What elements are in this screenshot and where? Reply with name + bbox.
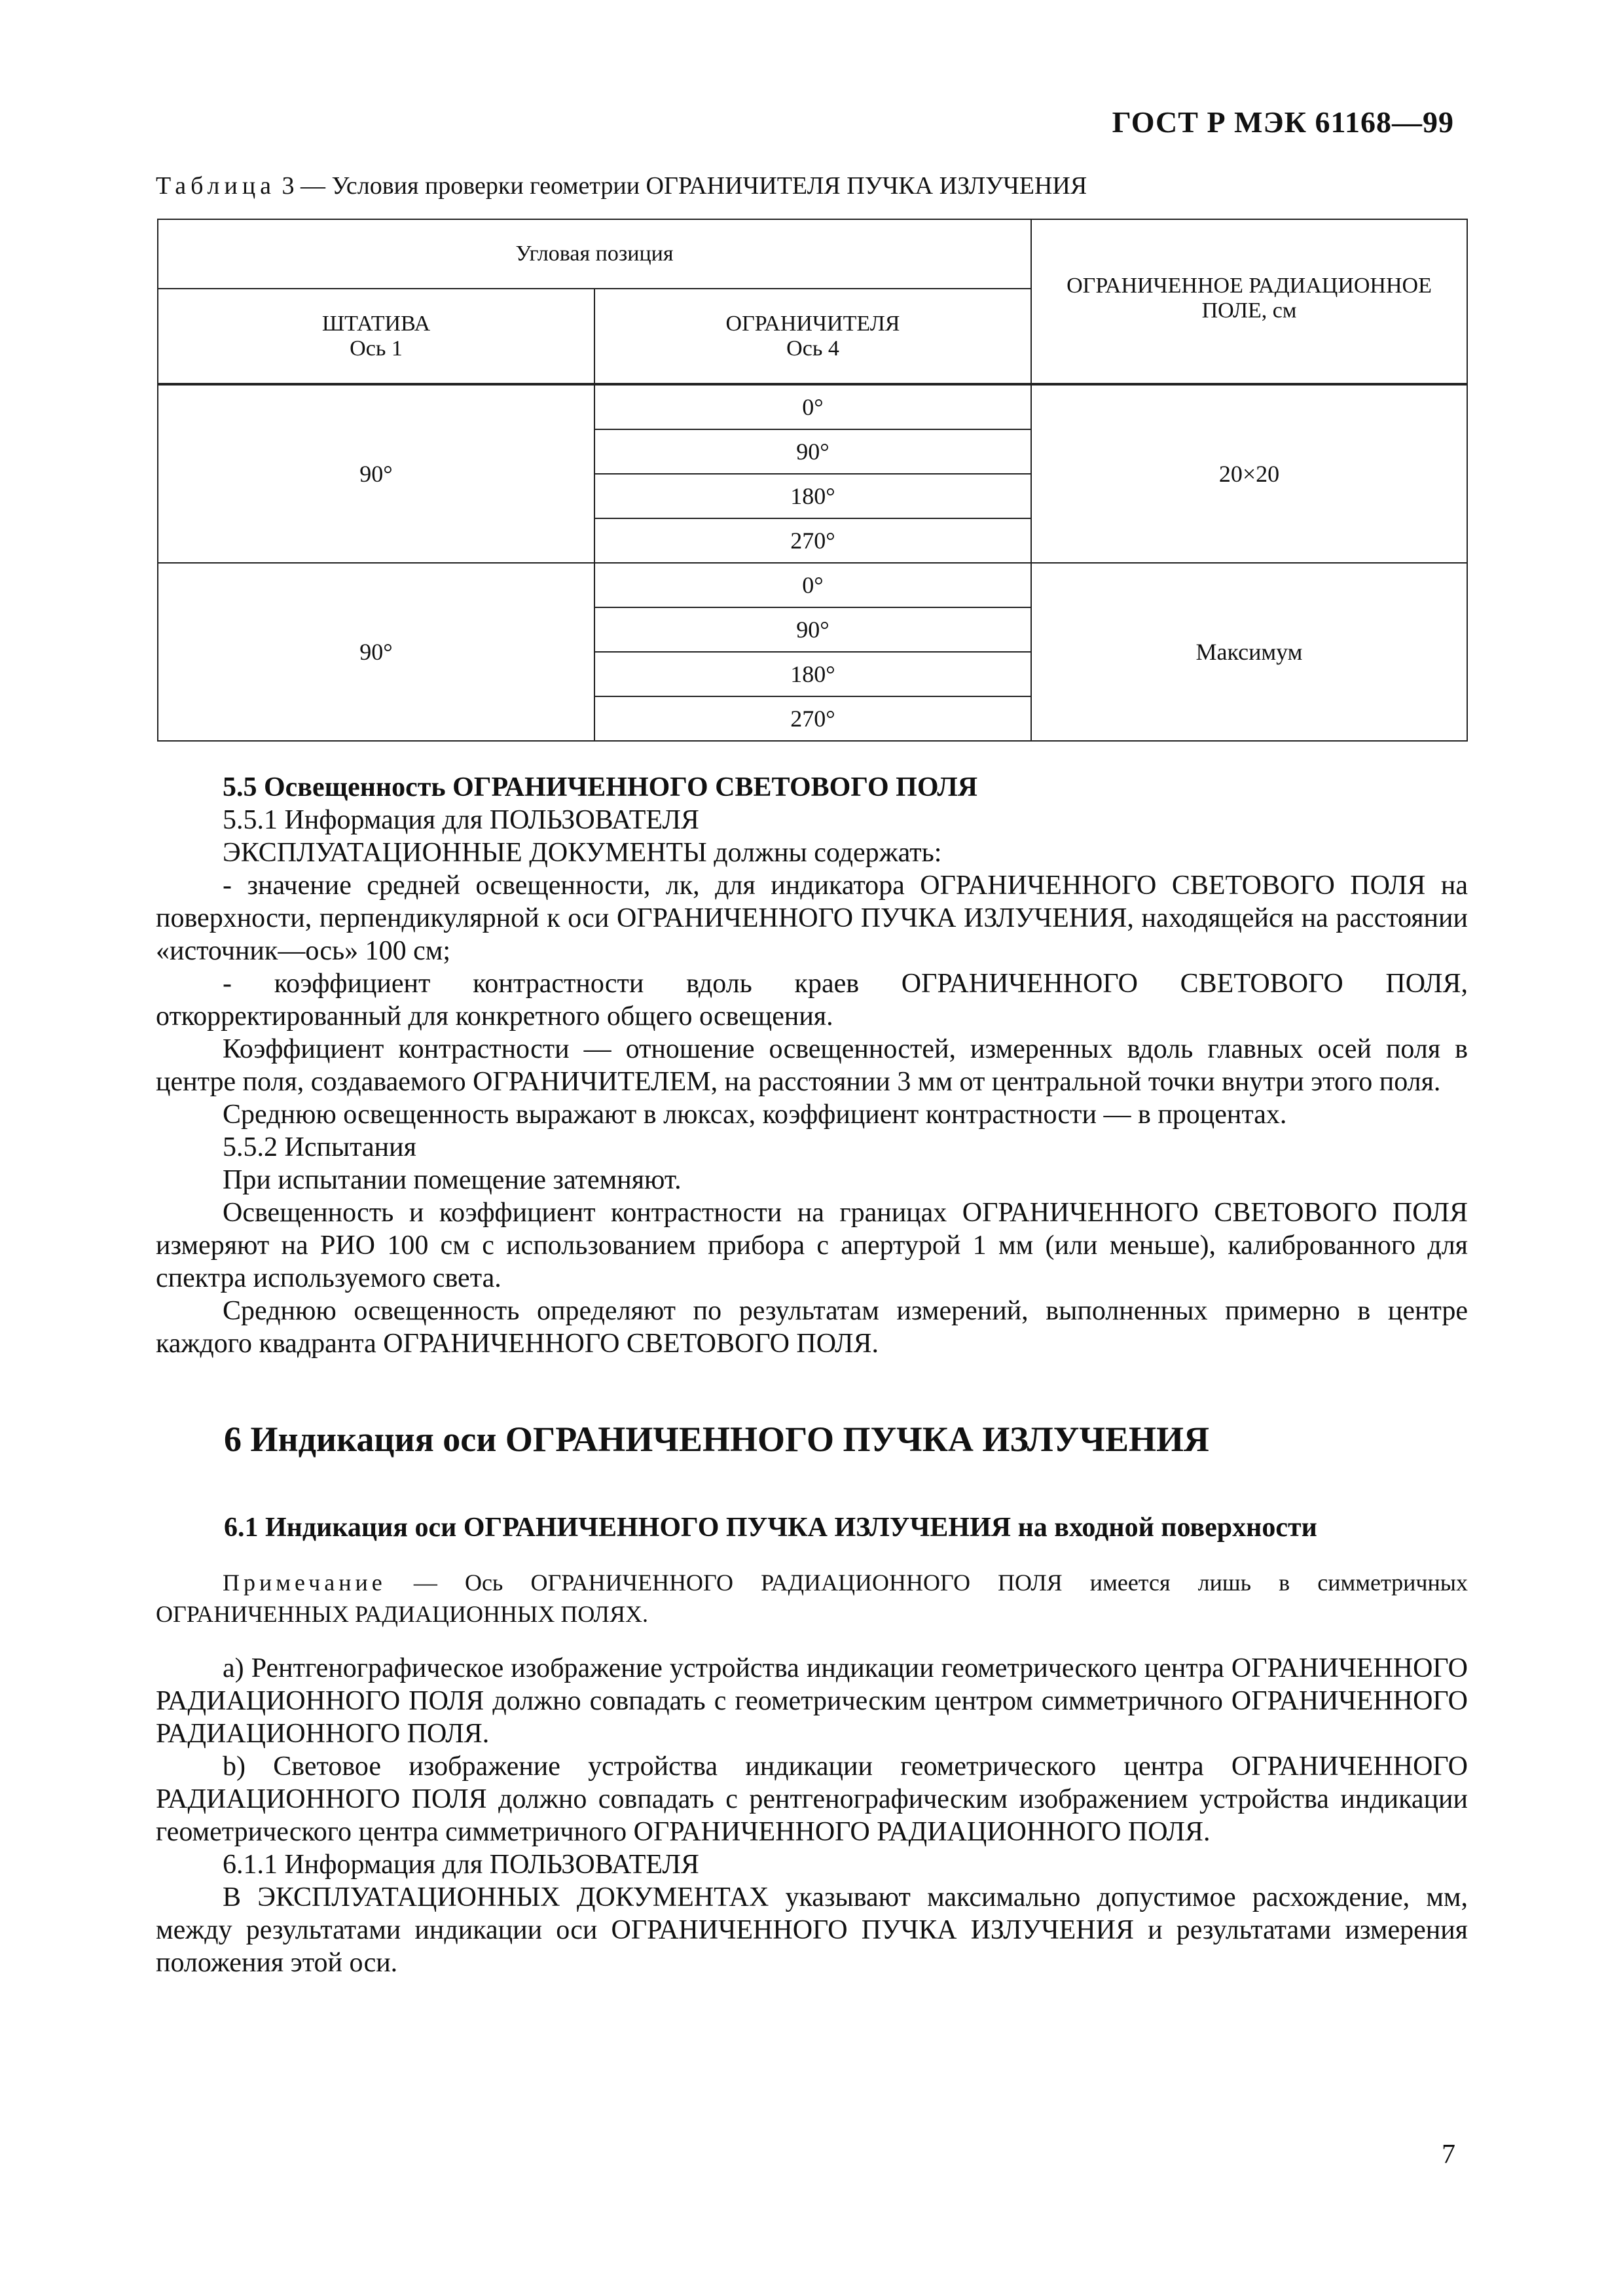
table-row — [158, 384, 1467, 429]
note-label: Примечание — [223, 1570, 386, 1596]
col-header-field: ОГРАНИЧЕННОЕ РАДИАЦИОННОЕ ПОЛЕ, см — [1031, 219, 1467, 384]
col-header-stand — [158, 289, 594, 384]
table-caption-text: 3 — Условия проверки геометрии ОГРАНИЧИТЕЛЯ ПУЧКА ИЗЛУЧЕНИЯ — [276, 172, 1087, 200]
limiter-angle-cell: 90° — [594, 429, 1031, 474]
paragraph: Среднюю освещенность выражают в люксах, коэффициент контрастности — в процентах. — [223, 1100, 1287, 1130]
section-title: Освещенность ОГРАНИЧЕННОГО СВЕТОВОГО ПОЛЯ — [264, 772, 978, 802]
table-caption-label: Таблица — [156, 172, 276, 200]
limiter-angle-cell: 90° — [594, 607, 1031, 652]
limiter-angle-cell: 0° — [594, 563, 1031, 607]
note — [156, 1567, 1468, 1630]
limiter-angle-cell: 180° — [594, 474, 1031, 518]
limiter-angle-cell: 270° — [594, 696, 1031, 741]
field-size-cell: Максимум — [1031, 563, 1467, 741]
paragraph: Среднюю освещенность определяют по результатам измерений, выполненных примерно в центре каждого квадранта ОГРАНИЧЕННОГО СВЕТОВОГО ПОЛЯ. — [156, 1296, 1468, 1359]
section-heading — [156, 771, 1468, 804]
paragraph: 5.5.2 Испытания — [223, 1132, 416, 1162]
section-number: 5.5 — [223, 772, 257, 802]
stand-angle-cell: 90° — [158, 384, 594, 563]
table-caption — [156, 171, 1087, 200]
stand-angle-cell: 90° — [158, 563, 594, 741]
paragraph: b) Световое изображение устройства индикации геометрического центра ОГРАНИЧЕННОГО РАДИАЦИОННОГО ПОЛЯ должно совпадать с рентгенографическим изображением устройства индикации геометрического центра симметричного ОГРАНИЧЕННОГО РАДИАЦИОННОГО ПОЛЯ. — [156, 1751, 1468, 1847]
note-text: — Ось ОГРАНИЧЕННОГО РАДИАЦИОННОГО ПОЛЯ имеется лишь в симметричных ОГРАНИЧЕННЫХ РАДИАЦИОННЫХ ПОЛЯХ. — [156, 1570, 1468, 1627]
col-header-limiter — [594, 289, 1031, 384]
paragraph: В ЭКСПЛУАТАЦИОННЫХ ДОКУМЕНТАХ указывают максимально допустимое расхождение, мм, между результатами индикации оси ОГРАНИЧЕННОГО ПУЧКА ИЗЛУЧЕНИЯ и результатами измерения положения этой оси. — [156, 1882, 1468, 1978]
limiter-angle-cell: 270° — [594, 518, 1031, 563]
note-paragraph — [156, 1567, 1468, 1630]
geometry-test-table — [157, 219, 1468, 742]
paragraph: 6.1.1 Информация для ПОЛЬЗОВАТЕЛЯ — [223, 1850, 699, 1880]
col-header-stand-axis: Ось 1 — [350, 336, 403, 361]
limiter-angle-cell: 180° — [594, 652, 1031, 696]
paragraph: - коэффициент контрастности вдоль краев ОГРАНИЧЕННОГО СВЕТОВОГО ПОЛЯ, откорректированный для конкретного общего освещения. — [156, 969, 1468, 1031]
field-size-cell: 20×20 — [1031, 384, 1467, 563]
paragraph: При испытании помещение затемняют. — [223, 1165, 682, 1195]
paragraph: - значение средней освещенности, лк, для индикатора ОГРАНИЧЕННОГО СВЕТОВОГО ПОЛЯ на поверхности, перпендикулярной к оси ОГРАНИЧЕННОГО ПУЧКА ИЗЛУЧЕНИЯ, находящейся на расстоянии «источник—ось» 100 см; — [156, 870, 1468, 966]
paragraph: Освещенность и коэффициент контрастности на границах ОГРАНИЧЕННОГО СВЕТОВОГО ПОЛЯ измеряют на РИО 100 см с использованием прибора с апертурой 1 мм (или меньше), калиброванного для спектра используемого света. — [156, 1198, 1468, 1293]
section-5-5 — [156, 771, 1468, 1360]
paragraph: ЭКСПЛУАТАЦИОННЫЕ ДОКУМЕНТЫ должны содержать: — [223, 838, 942, 868]
table-row — [158, 563, 1467, 607]
paragraph: 5.5.1 Информация для ПОЛЬЗОВАТЕЛЯ — [223, 805, 699, 835]
standard-header: ГОСТ Р МЭК 61168—99 — [1112, 105, 1454, 139]
section-6-1-heading: 6.1 Индикация оси ОГРАНИЧЕННОГО ПУЧКА ИЗЛУЧЕНИЯ на входной поверхности — [224, 1513, 1317, 1543]
group-header-angular-position: Угловая позиция — [158, 219, 1031, 289]
col-header-limiter-axis: Ось 4 — [786, 336, 839, 361]
page-number: 7 — [1442, 2140, 1455, 2170]
limiter-angle-cell: 0° — [594, 384, 1031, 429]
section-6-1-body — [156, 1652, 1468, 1979]
paragraph: Коэффициент контрастности — отношение освещенностей, измеренных вдоль главных осей поля в центре поля, создаваемого ОГРАНИЧИТЕЛЕМ, на расстоянии 3 мм от центральной точки внутри этого поля. — [156, 1034, 1468, 1097]
col-header-limiter-title: ОГРАНИЧИТЕЛЯ — [725, 311, 900, 336]
section-6-heading: 6 Индикация оси ОГРАНИЧЕННОГО ПУЧКА ИЗЛУЧЕНИЯ — [224, 1420, 1210, 1459]
col-header-stand-title: ШТАТИВА — [321, 311, 431, 336]
paragraph: а) Рентгенографическое изображение устройства индикации геометрического центра ОГРАНИЧЕННОГО РАДИАЦИОННОГО ПОЛЯ должно совпадать с геометрическим центром симметричного ОГРАНИЧЕННОГО РАДИАЦИОННОГО ПОЛЯ. — [156, 1653, 1468, 1749]
